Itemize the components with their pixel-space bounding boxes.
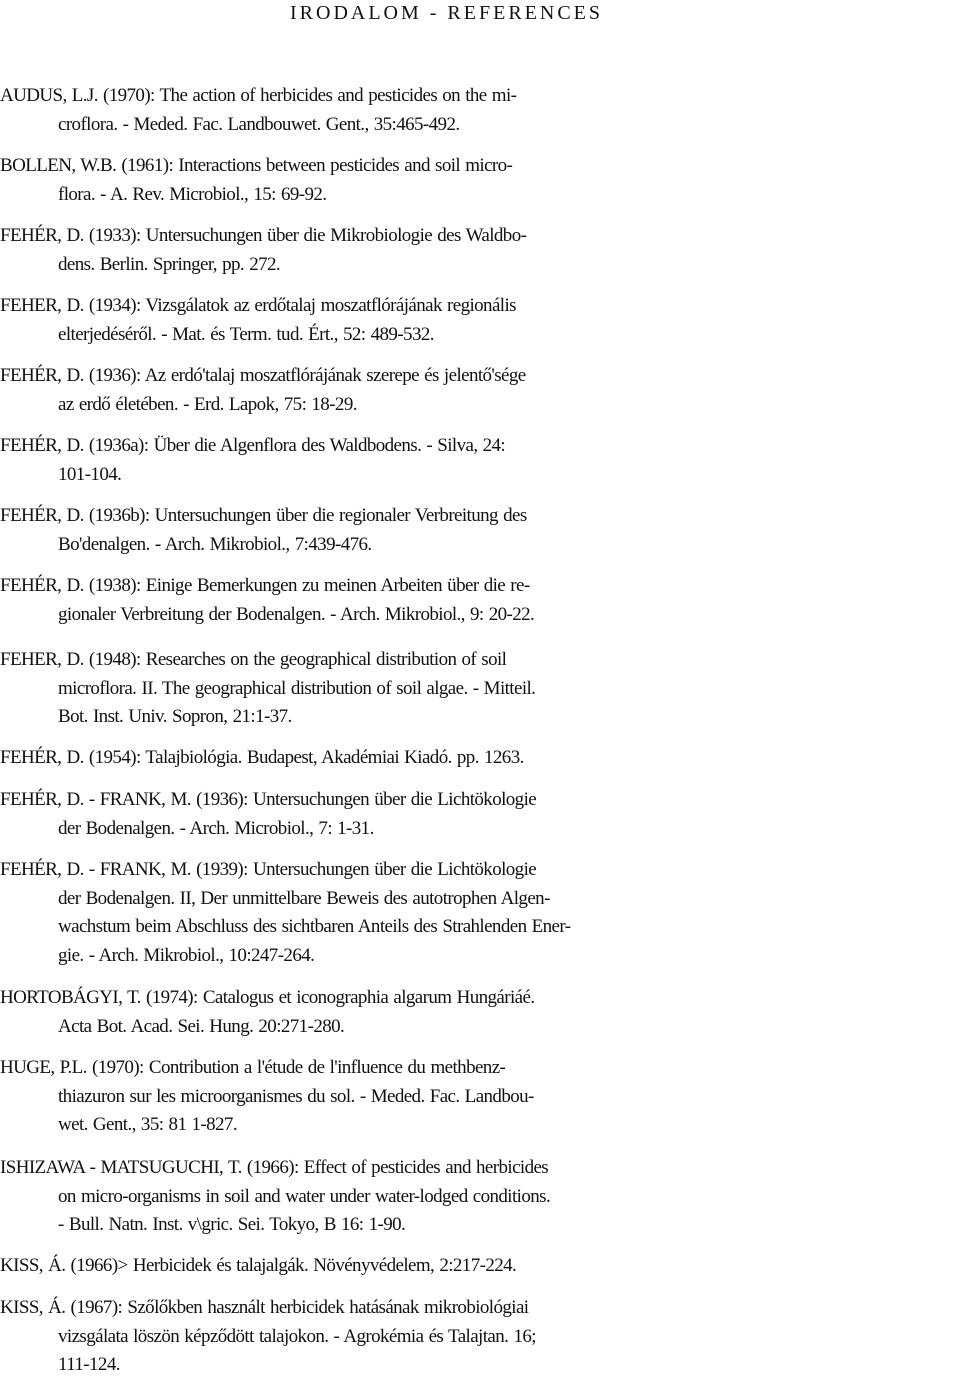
reference-first-line: ISHIZAWA - MATSUGUCHI, T. (1966): Effect of pesticides and herbicides bbox=[0, 1157, 549, 1178]
reference-first-line: FEHÉR, D. (1936a): Über die Algenflora des Waldbodens. - Silva, 24: bbox=[0, 435, 506, 456]
reference-entry bbox=[0, 432, 956, 489]
reference-entry bbox=[0, 1154, 956, 1240]
reference-first-line: KISS, Á. (1966)> Herbicidek és talajalgák. Növényvédelem, 2:217-224. bbox=[0, 1255, 517, 1276]
reference-first-line: FEHÉR, D. (1933): Untersuchungen über die Mikrobiologie des Waldbo- bbox=[0, 225, 527, 246]
reference-first-line: FEHER, D. (1948): Researches on the geographical distribution of soil bbox=[0, 649, 507, 670]
reference-first-line: HORTOBÁGYI, T. (1974): Catalogus et iconographia algarum Hungáriáé. bbox=[0, 987, 535, 1008]
reference-continuation-line: Bo'denalgen. - Arch. Mikrobiol., 7:439-476. bbox=[58, 533, 372, 555]
reference-entry bbox=[0, 292, 956, 349]
reference-first-line: FEHÉR, D. (1936b): Untersuchungen über die regionaler Verbreitung des bbox=[0, 505, 527, 526]
reference-first-line: KISS, Á. (1967): Szőlőkben használt herbicidek hatásának mikrobiológiai bbox=[0, 1297, 529, 1318]
reference-entry bbox=[0, 572, 956, 629]
reference-entry bbox=[0, 984, 956, 1041]
reference-continuation-line: 111-124. bbox=[58, 1354, 120, 1375]
reference-first-line: FEHÉR, D. - FRANK, M. (1939): Untersuchungen über die Lichtökologie bbox=[0, 859, 537, 880]
reference-first-line: FEHÉR, D. (1954): Talajbiológia. Budapest, Akadémiai Kiadó. pp. 1263. bbox=[0, 747, 524, 768]
reference-continuation-line: Acta Bot. Acad. Sei. Hung. 20:271-280. bbox=[58, 1015, 345, 1037]
reference-entry bbox=[0, 1294, 956, 1380]
page-title: IRODALOM - REFERENCES bbox=[290, 2, 604, 24]
reference-continuation-line: az erdő életében. - Erd. Lapok, 75: 18-29. bbox=[58, 393, 357, 415]
reference-entry bbox=[0, 646, 956, 732]
reference-entry bbox=[0, 362, 956, 419]
reference-continuation-line: dens. Berlin. Springer, pp. 272. bbox=[58, 253, 281, 275]
reference-continuation-line: wachstum beim Abschluss des sichtbaren Anteils des Strahlenden Ener- bbox=[58, 916, 571, 937]
reference-entry bbox=[0, 222, 956, 279]
reference-continuation-line: - Bull. Natn. Inst. v\gric. Sei. Tokyo, B 16: 1-90. bbox=[58, 1214, 406, 1235]
reference-first-line: AUDUS, L.J. (1970): The action of herbicides and pesticides on the mi- bbox=[0, 85, 517, 106]
reference-entry bbox=[0, 856, 956, 970]
reference-first-line: FEHÉR, D. (1938): Einige Bemerkungen zu meinen Arbeiten über die re- bbox=[0, 575, 530, 596]
reference-continuation-line: elterjedéséről. - Mat. és Term. tud. Ért., 52: 489-532. bbox=[58, 323, 434, 345]
reference-continuation-line: vizsgálata löszön képződött talajokon. - Agrokémia és Talajtan. 16; bbox=[58, 1325, 536, 1347]
reference-entry bbox=[0, 1054, 956, 1140]
reference-entry bbox=[0, 1252, 956, 1281]
reference-continuation-line: gie. - Arch. Mikrobiol., 10:247-264. bbox=[58, 944, 315, 966]
reference-continuation-line: 101-104. bbox=[58, 463, 122, 485]
reference-entry bbox=[0, 786, 956, 843]
reference-continuation-line: der Bodenalgen. II, Der unmittelbare Beweis des autotrophen Algen- bbox=[58, 887, 550, 909]
reference-entry bbox=[0, 152, 956, 209]
reference-continuation-line: thiazuron sur les microorganismes du sol. - Meded. Fac. Landbou- bbox=[58, 1085, 534, 1107]
reference-first-line: FEHER, D. (1934): Vizsgálatok az erdőtalaj moszatflórájának regionális bbox=[0, 295, 516, 316]
reference-continuation-line: on micro-organisms in soil and water under water-lodged conditions. bbox=[58, 1185, 551, 1207]
reference-continuation-line: flora. - A. Rev. Microbiol., 15: 69-92. bbox=[58, 183, 327, 205]
reference-continuation-line: Bot. Inst. Univ. Sopron, 21:1-37. bbox=[58, 706, 292, 727]
reference-first-line: FEHÉR, D. (1936): Az erdó'talaj moszatflórájának szerepe és jelentő'sége bbox=[0, 365, 526, 386]
reference-continuation-line: der Bodenalgen. - Arch. Microbiol., 7: 1-31. bbox=[58, 817, 374, 839]
reference-continuation-line: croflora. - Meded. Fac. Landbouwet. Gent., 35:465-492. bbox=[58, 113, 460, 135]
reference-entry bbox=[0, 502, 956, 559]
reference-continuation-line: gionaler Verbreitung der Bodenalgen. - Arch. Mikrobiol., 9: 20-22. bbox=[58, 603, 535, 625]
reference-entry bbox=[0, 744, 956, 773]
reference-first-line: BOLLEN, W.B. (1961): Interactions between pesticides and soil micro- bbox=[0, 155, 513, 176]
reference-entry bbox=[0, 82, 956, 139]
reference-continuation-line: wet. Gent., 35: 81 1-827. bbox=[58, 1114, 237, 1135]
reference-first-line: HUGE, P.L. (1970): Contribution a l'étude de l'influence du methbenz- bbox=[0, 1057, 506, 1078]
reference-continuation-line: microflora. II. The geographical distribution of soil algae. - Mitteil. bbox=[58, 677, 536, 699]
reference-first-line: FEHÉR, D. - FRANK, M. (1936): Untersuchungen über die Lichtökologie bbox=[0, 789, 537, 810]
